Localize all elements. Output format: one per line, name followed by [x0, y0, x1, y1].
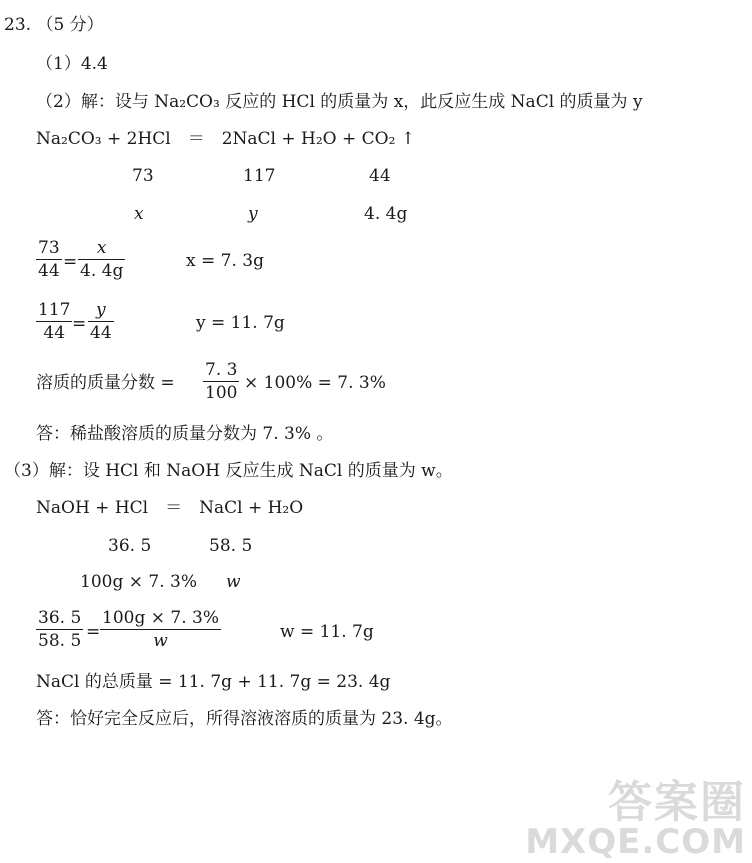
ratio3-right: 100g × 7. 3% w	[102, 608, 219, 651]
mass-nacl-3: 58. 5	[209, 536, 253, 556]
concentration-fraction: 7. 3 100	[205, 360, 238, 403]
equals-sign: =	[72, 314, 87, 334]
unknown-x: x	[134, 204, 144, 224]
concentration-result: × 100% = 7. 3%	[244, 373, 386, 393]
hcl-amount: 100g × 7. 3%	[80, 572, 197, 592]
question-number: 23. （5 分）	[4, 15, 104, 35]
result-w: w = 11. 7g	[280, 622, 374, 642]
known-co2-mass: 4. 4g	[364, 204, 408, 224]
part3-intro: （3）解：设 HCl 和 NaOH 反应生成 NaCl 的质量为 w。	[4, 461, 453, 481]
mass-hcl: 36. 5	[108, 536, 152, 556]
result-x: x = 7. 3g	[186, 251, 264, 271]
unknown-w: w	[226, 572, 241, 592]
equals-sign: =	[86, 622, 101, 642]
part3-answer: 答：恰好完全反应后，所得溶液溶质的质量为 23. 4g。	[36, 709, 453, 729]
mass-nacl: 117	[243, 166, 276, 186]
equals-sign: =	[63, 252, 78, 272]
concentration-label: 溶质的质量分数 =	[36, 373, 175, 393]
ratio2-right: y 44	[90, 300, 112, 343]
result-y: y = 11. 7g	[196, 313, 285, 333]
part1-answer: （1）4.4	[36, 54, 108, 74]
part2-equation: Na₂CO₃ + 2HCl ＝ 2NaCl + H₂O + CO₂ ↑	[36, 129, 416, 149]
ratio3-left: 36. 5 58. 5	[38, 608, 82, 651]
total-mass: NaCl 的总质量 = 11. 7g + 11. 7g = 23. 4g	[36, 672, 391, 692]
part2-answer: 答：稀盐酸溶质的质量分数为 7. 3% 。	[36, 424, 334, 444]
unknown-y: y	[248, 204, 258, 224]
mass-na2co3: 73	[132, 166, 154, 186]
ratio1-right: x 4. 4g	[80, 238, 124, 281]
ratio1-left: 73 44	[38, 238, 60, 281]
part3-equation: NaOH + HCl ＝ NaCl + H₂O	[36, 498, 304, 518]
mass-co2: 44	[369, 166, 391, 186]
part2-intro: （2）解：设与 Na₂CO₃ 反应的 HCl 的质量为 x，此反应生成 NaCl 的质量为 y	[36, 92, 643, 112]
ratio2-left: 117 44	[38, 300, 71, 343]
watermark-logo: 答案圈 MXQE.COM	[525, 777, 746, 862]
